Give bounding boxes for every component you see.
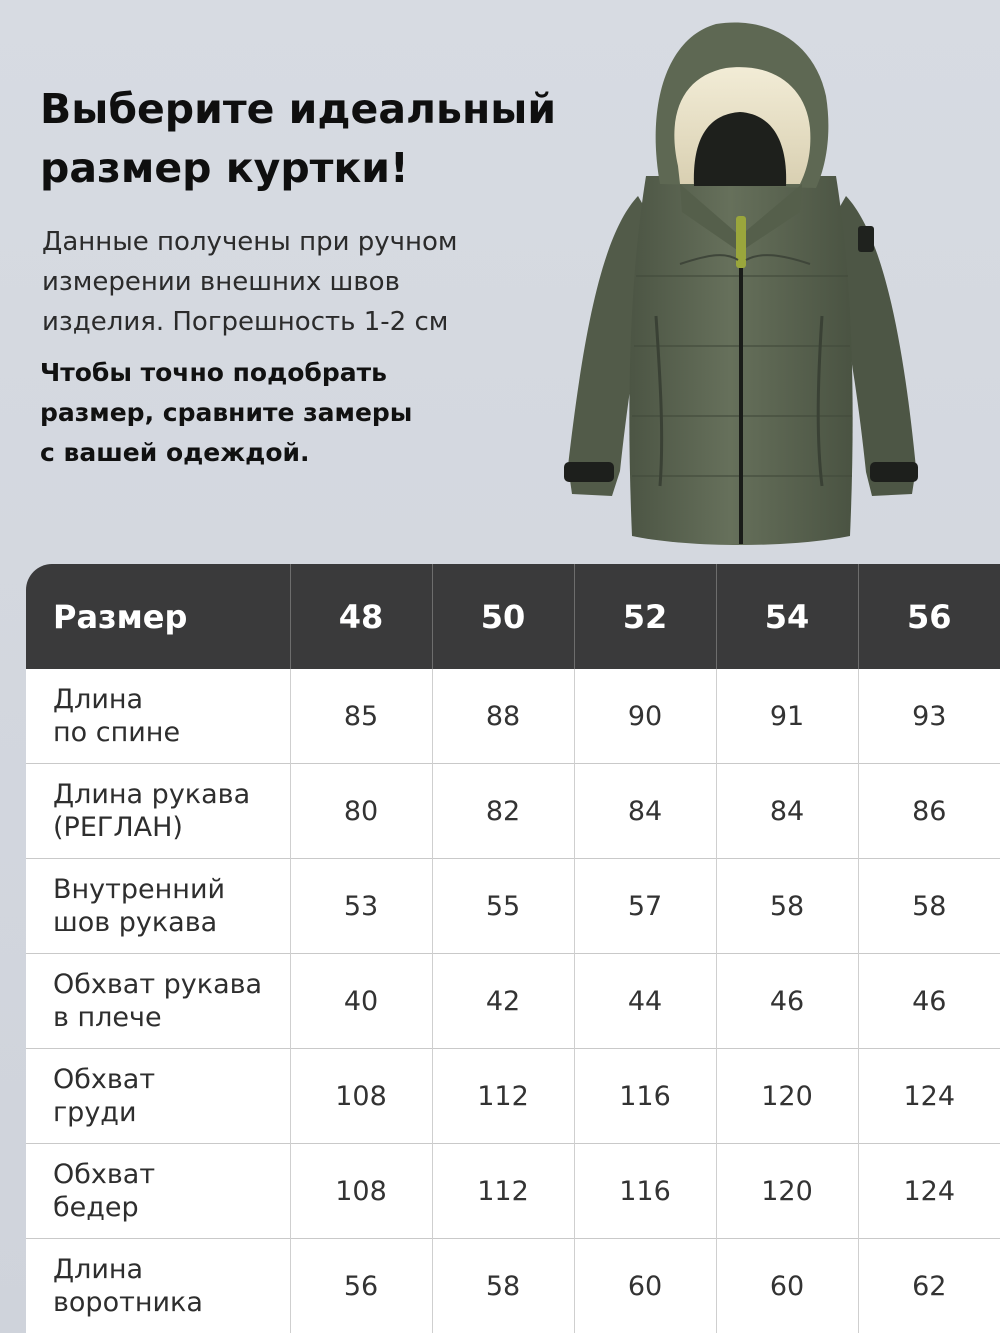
row-label: Длина по спине xyxy=(26,669,290,764)
table-cell: 60 xyxy=(716,1239,858,1333)
table-cell: 112 xyxy=(432,1144,574,1239)
table-row xyxy=(26,1049,1000,1144)
table-cell: 85 xyxy=(290,669,432,764)
size-column-header: 52 xyxy=(574,564,716,669)
table-cell: 91 xyxy=(716,669,858,764)
table-cell: 62 xyxy=(858,1239,1000,1333)
size-column-header: 48 xyxy=(290,564,432,669)
table-cell: 58 xyxy=(432,1239,574,1333)
table-cell: 108 xyxy=(290,1144,432,1239)
table-cell: 57 xyxy=(574,859,716,954)
table-cell: 93 xyxy=(858,669,1000,764)
page-title: Выберите идеальный размер куртки! xyxy=(40,85,557,192)
olive-hooded-parka-image xyxy=(560,16,922,550)
row-label: Обхват рукава в плече xyxy=(26,954,290,1049)
table-cell: 80 xyxy=(290,764,432,859)
size-column-header: 50 xyxy=(432,564,574,669)
table-cell: 88 xyxy=(432,669,574,764)
table-cell: 84 xyxy=(574,764,716,859)
table-cell: 53 xyxy=(290,859,432,954)
table-row xyxy=(26,859,1000,954)
table-cell: 56 xyxy=(290,1239,432,1333)
table-cell: 124 xyxy=(858,1144,1000,1239)
table-row xyxy=(26,764,1000,859)
row-label: Длина воротника xyxy=(26,1239,290,1333)
size-column-header: 54 xyxy=(716,564,858,669)
table-cell: 46 xyxy=(716,954,858,1049)
table-cell: 82 xyxy=(432,764,574,859)
size-header-row xyxy=(26,564,1000,669)
table-cell: 55 xyxy=(432,859,574,954)
row-label: Обхват бедер xyxy=(26,1144,290,1239)
table-row xyxy=(26,669,1000,764)
size-header-label: Размер xyxy=(26,564,290,669)
table-cell: 46 xyxy=(858,954,1000,1049)
table-row xyxy=(26,954,1000,1049)
size-chart-table xyxy=(26,564,1000,1333)
table-cell: 108 xyxy=(290,1049,432,1144)
table-cell: 112 xyxy=(432,1049,574,1144)
size-column-header: 56 xyxy=(858,564,1000,669)
table-cell: 120 xyxy=(716,1049,858,1144)
table-cell: 124 xyxy=(858,1049,1000,1144)
row-label: Внутренний шов рукава xyxy=(26,859,290,954)
table-cell: 90 xyxy=(574,669,716,764)
table-cell: 60 xyxy=(574,1239,716,1333)
measurement-description: Данные получены при ручном измерении внешних швов изделия. Погрешность 1-2 см xyxy=(42,227,458,337)
row-label: Обхват груди xyxy=(26,1049,290,1144)
fit-advice: Чтобы точно подобрать размер, сравните замеры с вашей одеждой. xyxy=(40,358,413,467)
table-cell: 58 xyxy=(858,859,1000,954)
table-cell: 42 xyxy=(432,954,574,1049)
table-row xyxy=(26,1239,1000,1333)
table-cell: 58 xyxy=(716,859,858,954)
table-cell: 84 xyxy=(716,764,858,859)
table-cell: 116 xyxy=(574,1049,716,1144)
table-cell: 120 xyxy=(716,1144,858,1239)
table-cell: 44 xyxy=(574,954,716,1049)
table-row xyxy=(26,1144,1000,1239)
table-cell: 86 xyxy=(858,764,1000,859)
table-cell: 116 xyxy=(574,1144,716,1239)
row-label: Длина рукава (РЕГЛАН) xyxy=(26,764,290,859)
table-cell: 40 xyxy=(290,954,432,1049)
